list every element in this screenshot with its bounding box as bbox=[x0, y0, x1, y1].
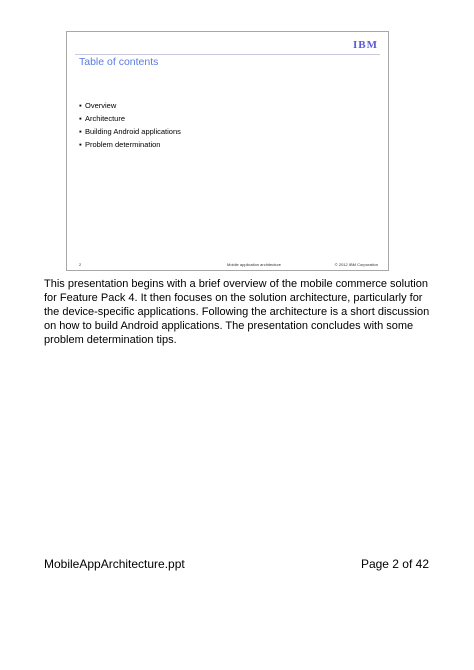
slide-page-number: 2 bbox=[79, 262, 82, 267]
bullet-icon: ▪ bbox=[79, 140, 82, 149]
speaker-notes: This presentation begins with a brief overview of the mobile commerce solution for Feature Pack 4. It then focuses on the solution architecture, particularly for the device-specific applications. Following the architecture is a short discussion on how to build Android applications. The presentation concludes with some problem determination tips. bbox=[44, 278, 430, 346]
bullet-icon: ▪ bbox=[79, 127, 82, 136]
bullet-list bbox=[79, 99, 181, 151]
ibm-logo: IBM bbox=[353, 39, 378, 51]
bullet-item: ▪ Overview bbox=[79, 101, 117, 110]
bullet-item: ▪ Building Android applications bbox=[79, 127, 181, 136]
slide-thumbnail bbox=[66, 31, 389, 271]
bullet-icon: ▪ bbox=[79, 114, 82, 123]
bullet-icon: ▪ bbox=[79, 101, 82, 110]
footer-filename: MobileAppArchitecture.ppt bbox=[44, 557, 185, 571]
header-divider bbox=[75, 54, 380, 55]
footer-page-number: Page 2 of 42 bbox=[360, 557, 429, 571]
bullet-item: ▪ Problem determination bbox=[79, 140, 161, 149]
slide-footer-title: Mobile application architecture bbox=[227, 262, 282, 267]
slide-title: Table of contents bbox=[79, 56, 159, 68]
bullet-item: ▪ Architecture bbox=[79, 114, 126, 123]
slide-copyright: © 2012 IBM Corporation bbox=[334, 262, 378, 267]
